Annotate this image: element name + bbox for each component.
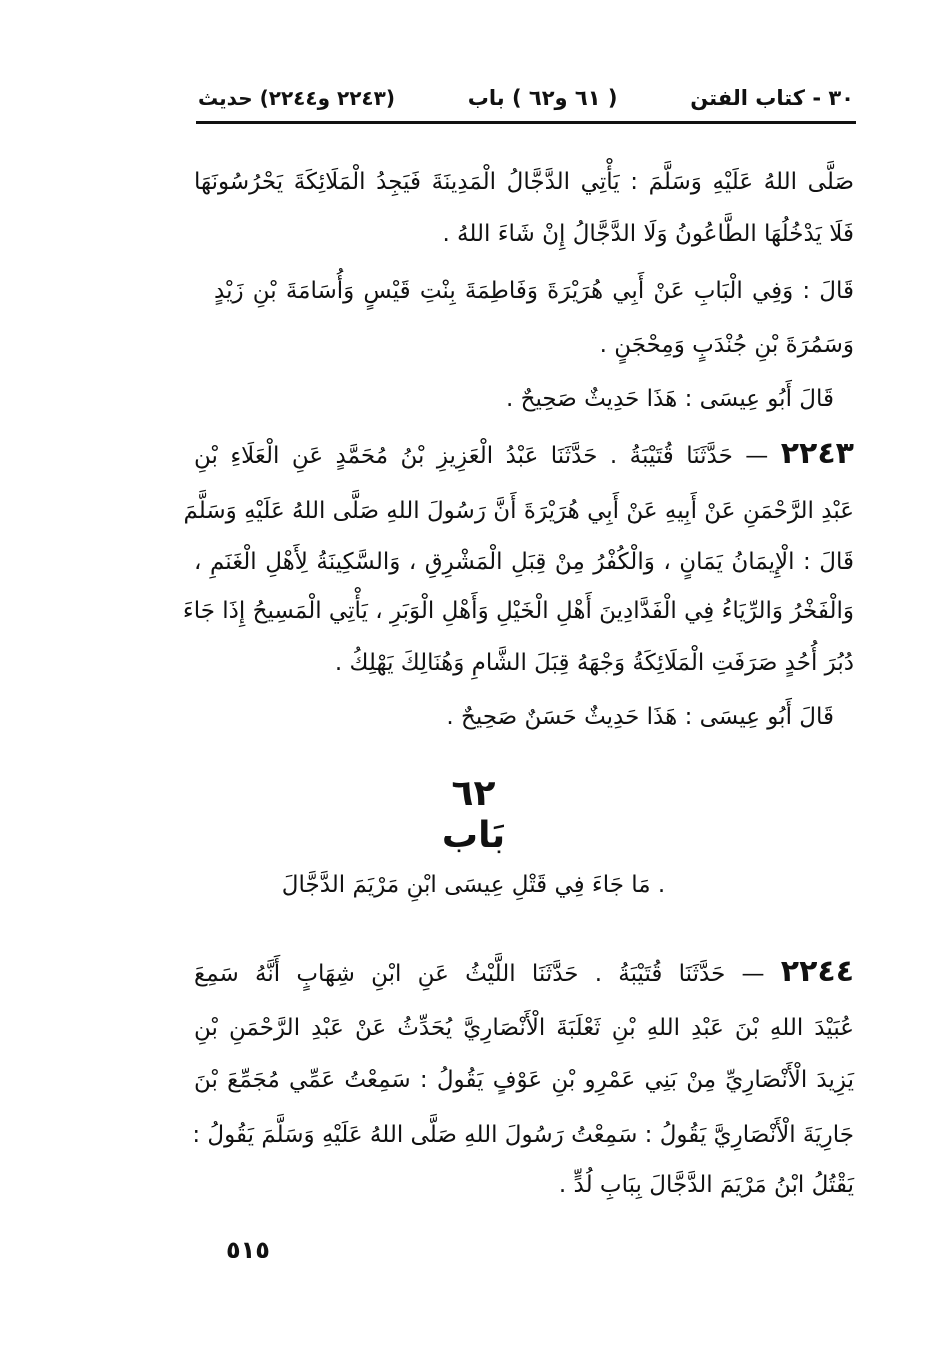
running-header	[198, 78, 854, 118]
hadith-2244-line-5: يَقْتُلُ ابْنُ مَرْيَمَ الدَّجَّالَ بِبَابِ لُدٍّ .	[558, 1172, 854, 1198]
hadith-2244-line-1	[194, 952, 854, 994]
bab-note-line-1: قَالَ : وَفِي الْبَابِ عَنْ أَبِي هُرَيْرَةَ وَفَاطِمَةَ بِنْتِ قَيْسٍ وَأُسَامَةَ بْنِ زَيْدٍ	[214, 278, 854, 304]
header-chapter-range: ( ٦١ و٦٢ ) باب	[467, 86, 618, 110]
bab-note-line-2: وَسَمُرَةَ بْنِ جُنْدَبٍ وَمِحْجَنٍ .	[599, 332, 854, 358]
hadith-2244-line-3: يَزِيدَ الْأَنْصَارِيِّ مِنْ بَنِي عَمْرِو بْنِ عَوْفٍ يَقُولُ : سَمِعْتُ عَمِّي مُجَمِّعَ بْنَ	[194, 1067, 854, 1093]
grade-line-1: قَالَ أَبُو عِيسَى : هَذَا حَدِيثٌ صَحِيحٌ .	[505, 386, 834, 412]
hadith-2243-line-1	[194, 434, 854, 476]
hadith-2243-line-5: دُبُرَ أُحُدٍ صَرَفَتِ الْمَلَائِكَةُ وَجْهَهُ قِبَلَ الشَّامِ وَهُنَالِكَ يَهْلِكُ .	[334, 650, 854, 676]
chapter-subtitle: . مَا جَاءَ فِي قَتْلِ عِيسَى ابْنِ مَرْيَمَ الدَّجَّالَ	[281, 872, 666, 898]
hadith-2243-grade: قَالَ أَبُو عِيسَى : هَذَا حَدِيثٌ حَسَنٌ صَحِيحٌ .	[446, 704, 834, 730]
continuation-line-1: صَلَّى اللهُ عَلَيْهِ وَسَلَّمَ : يَأْتِي الدَّجَّالُ الْمَدِينَةَ فَيَجِدُ الْمَلَائِكَةَ يَحْرُسُونَهَا	[194, 169, 854, 195]
hadith-number-2244: ٢٢٤٤	[780, 954, 855, 989]
chapter-number: ٦٢	[451, 773, 496, 814]
continuation-line-2: فَلَا يَدْخُلُهَا الطَّاعُونُ وَلَا الدَّجَّالُ إِنْ شَاءَ اللهُ .	[442, 221, 854, 247]
chapter-title: بَاب	[441, 815, 506, 856]
hadith-2243-line-4: وَالْفَخْرُ وَالرِّيَاءُ فِي الْفَدَّادِينَ أَهْلِ الْخَيْلِ وَأَهْلِ الْوَبَرِ ، يَأْتِي الْمَسِيحُ إِذَا جَاءَ	[182, 598, 854, 624]
hadith-number-2243: ٢٢٤٣	[780, 436, 854, 471]
header-book-title: ٣٠ - كتاب الفتن	[690, 86, 854, 110]
hadith-2243-line-3: قَالَ : الْإِيمَانُ يَمَانٍ ، وَالْكُفْرُ مِنْ قِبَلِ الْمَشْرِقِ ، وَالسَّكِينَةُ لِأَهْلِ الْغَنَمِ ،	[194, 549, 854, 575]
hadith-2243-line-2: عَبْدِ الرَّحْمَنِ عَنْ أَبِيهِ عَنْ أَبِي هُرَيْرَةَ أَنَّ رَسُولَ اللهِ صَلَّى اللهُ عَلَيْهِ وَسَلَّمَ	[183, 498, 854, 524]
header-rule	[196, 121, 856, 124]
hadith-2243-text-1: — حَدَّثَنَا قُتَيْبَةُ . حَدَّثَنَا عَبْدُ الْعَزِيزِ بْنُ مُحَمَّدٍ عَنِ الْعَلَاءِ بْنِ	[194, 443, 769, 469]
hadith-2244-line-4: جَارِيَةَ الْأَنْصَارِيَّ يَقُولُ : سَمِعْتُ رَسُولَ اللهِ صَلَّى اللهُ عَلَيْهِ وَسَلَّمَ يَقُولُ :	[192, 1122, 854, 1148]
header-hadith-range: (٢٢٤٣ و٢٢٤٤) حديث	[198, 86, 395, 110]
page-number: ٥١٥	[226, 1236, 270, 1264]
hadith-2244-text-1: — حَدَّثَنَا قُتَيْبَةُ . حَدَّثَنَا اللَّيْثُ عَنِ ابْنِ شِهَابٍ أَنَّهُ سَمِعَ	[194, 961, 765, 987]
hadith-2244-line-2: عُبَيْدَ اللهِ بْنَ عَبْدِ اللهِ بْنِ ثَعْلَبَةَ الْأَنْصَارِيَّ يُحَدِّثُ عَنْ عَبْدِ الرَّحْمَنِ بْنِ	[194, 1015, 854, 1041]
